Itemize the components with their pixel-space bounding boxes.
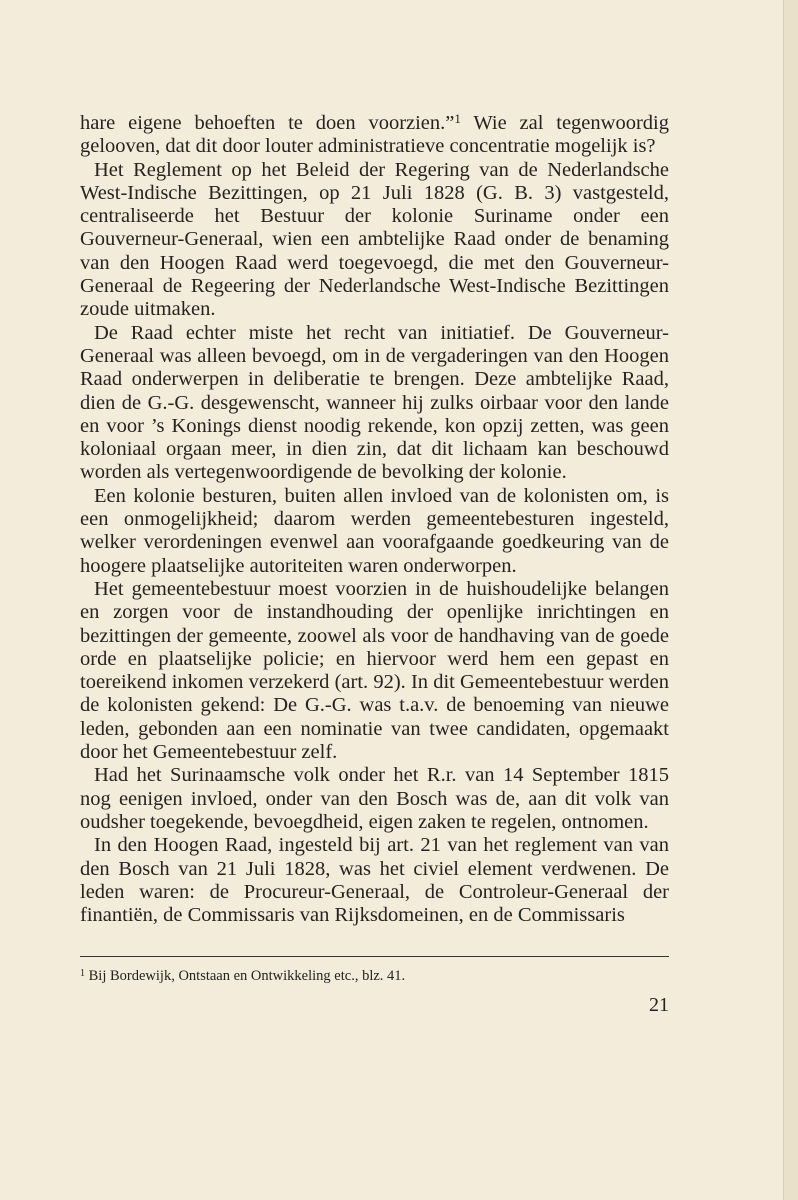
paragraph-2: Het Reglement op het Beleid der Regering van de Nederlandsche West-Indische Bezittingen, op 21 Juli 1828 (G. B. 3) vastgesteld, centraliseerde het Bestuur der kolonie Suriname onder een Gouverneur-Generaal, wien een ambtelijke Raad onder de benaming van den Hoogen Raad werd toegevoegd, die met den Gouverneur-Generaal de Regeering der Nederlandsche West-Indische Bezittingen zoude uitmaken.	[80, 158, 669, 321]
paragraph-7: In den Hoogen Raad, ingesteld bij art. 21 van het reglement van van den Bosch van 21 Juli 1828, was het civiel element verdwenen. De leden waren: de Procureur-Generaal, de Controleur-Generaal der finantiën, de Commissaris van Rijksdomeinen, en de Commissaris	[80, 834, 669, 927]
footnote-marker: 1	[80, 968, 85, 979]
paragraph-1-text: hare eigene behoeften te doen voorzien.”	[80, 112, 455, 134]
paragraph-1-text-continued: Wie zal tegenwoordig gelooven, dat dit door louter administratieve concentratie mogelijk is?	[80, 112, 669, 158]
footnote-text: Bij Bordewijk, Ontstaan en Ontwikkeling etc., blz. 41.	[85, 968, 406, 984]
footnote	[80, 966, 669, 986]
body-text	[80, 112, 669, 927]
footnote-divider	[80, 956, 669, 957]
paragraph-5: Het gemeentebestuur moest voorzien in de huishoudelijke belangen en zorgen voor de instandhouding der openlijke inrichtingen en bezittingen der gemeente, zoowel als voor de handhaving van de goede orde en plaatselijke policie; en hiervoor werd hem een gepast en toereikend inkomen verzekerd (art. 92). In dit Gemeentebestuur werden de kolonisten gekend: De G.-G. was t.a.v. de benoeming van nieuwe leden, gebonden aan een nominatie van twee candidaten, opgemaakt door het Gemeentebestuur zelf.	[80, 577, 669, 764]
paragraph-1	[80, 112, 669, 159]
paragraph-3: De Raad echter miste het recht van initiatief. De Gouverneur-Generaal was alleen bevoegd, om in de vergaderingen van den Hoogen Raad onderwerpen in deliberatie te brengen. Deze ambtelijke Raad, dien de G.-G. desgewenscht, wanneer hij zulks oirbaar voor den lande en voor ’s Konings dienst noodig rekende, kon opzij zetten, was geen koloniaal orgaan meer, in dien zin, dat dit lichaam kan beschouwd worden als vertegenwoordigende de bevolking der kolonie.	[80, 321, 669, 484]
paragraph-4: Een kolonie besturen, buiten allen invloed van de kolonisten om, is een onmogelijkheid; daarom werden gemeentebesturen ingesteld, welker verordeningen evenwel aan voorafgaande goedkeuring van de hoogere plaatselijke autoriteiten waren onderworpen.	[80, 484, 669, 577]
page-edge	[783, 0, 798, 1200]
footnote-reference: 1	[454, 111, 461, 126]
paragraph-6: Had het Surinaamsche volk onder het R.r. van 14 September 1815 nog eenigen invloed, onder van den Bosch was de, aan dit volk van oudsher toegekende, bevoegdheid, eigen zaken te regelen, ontnomen.	[80, 764, 669, 833]
page-number: 21	[649, 994, 669, 1016]
